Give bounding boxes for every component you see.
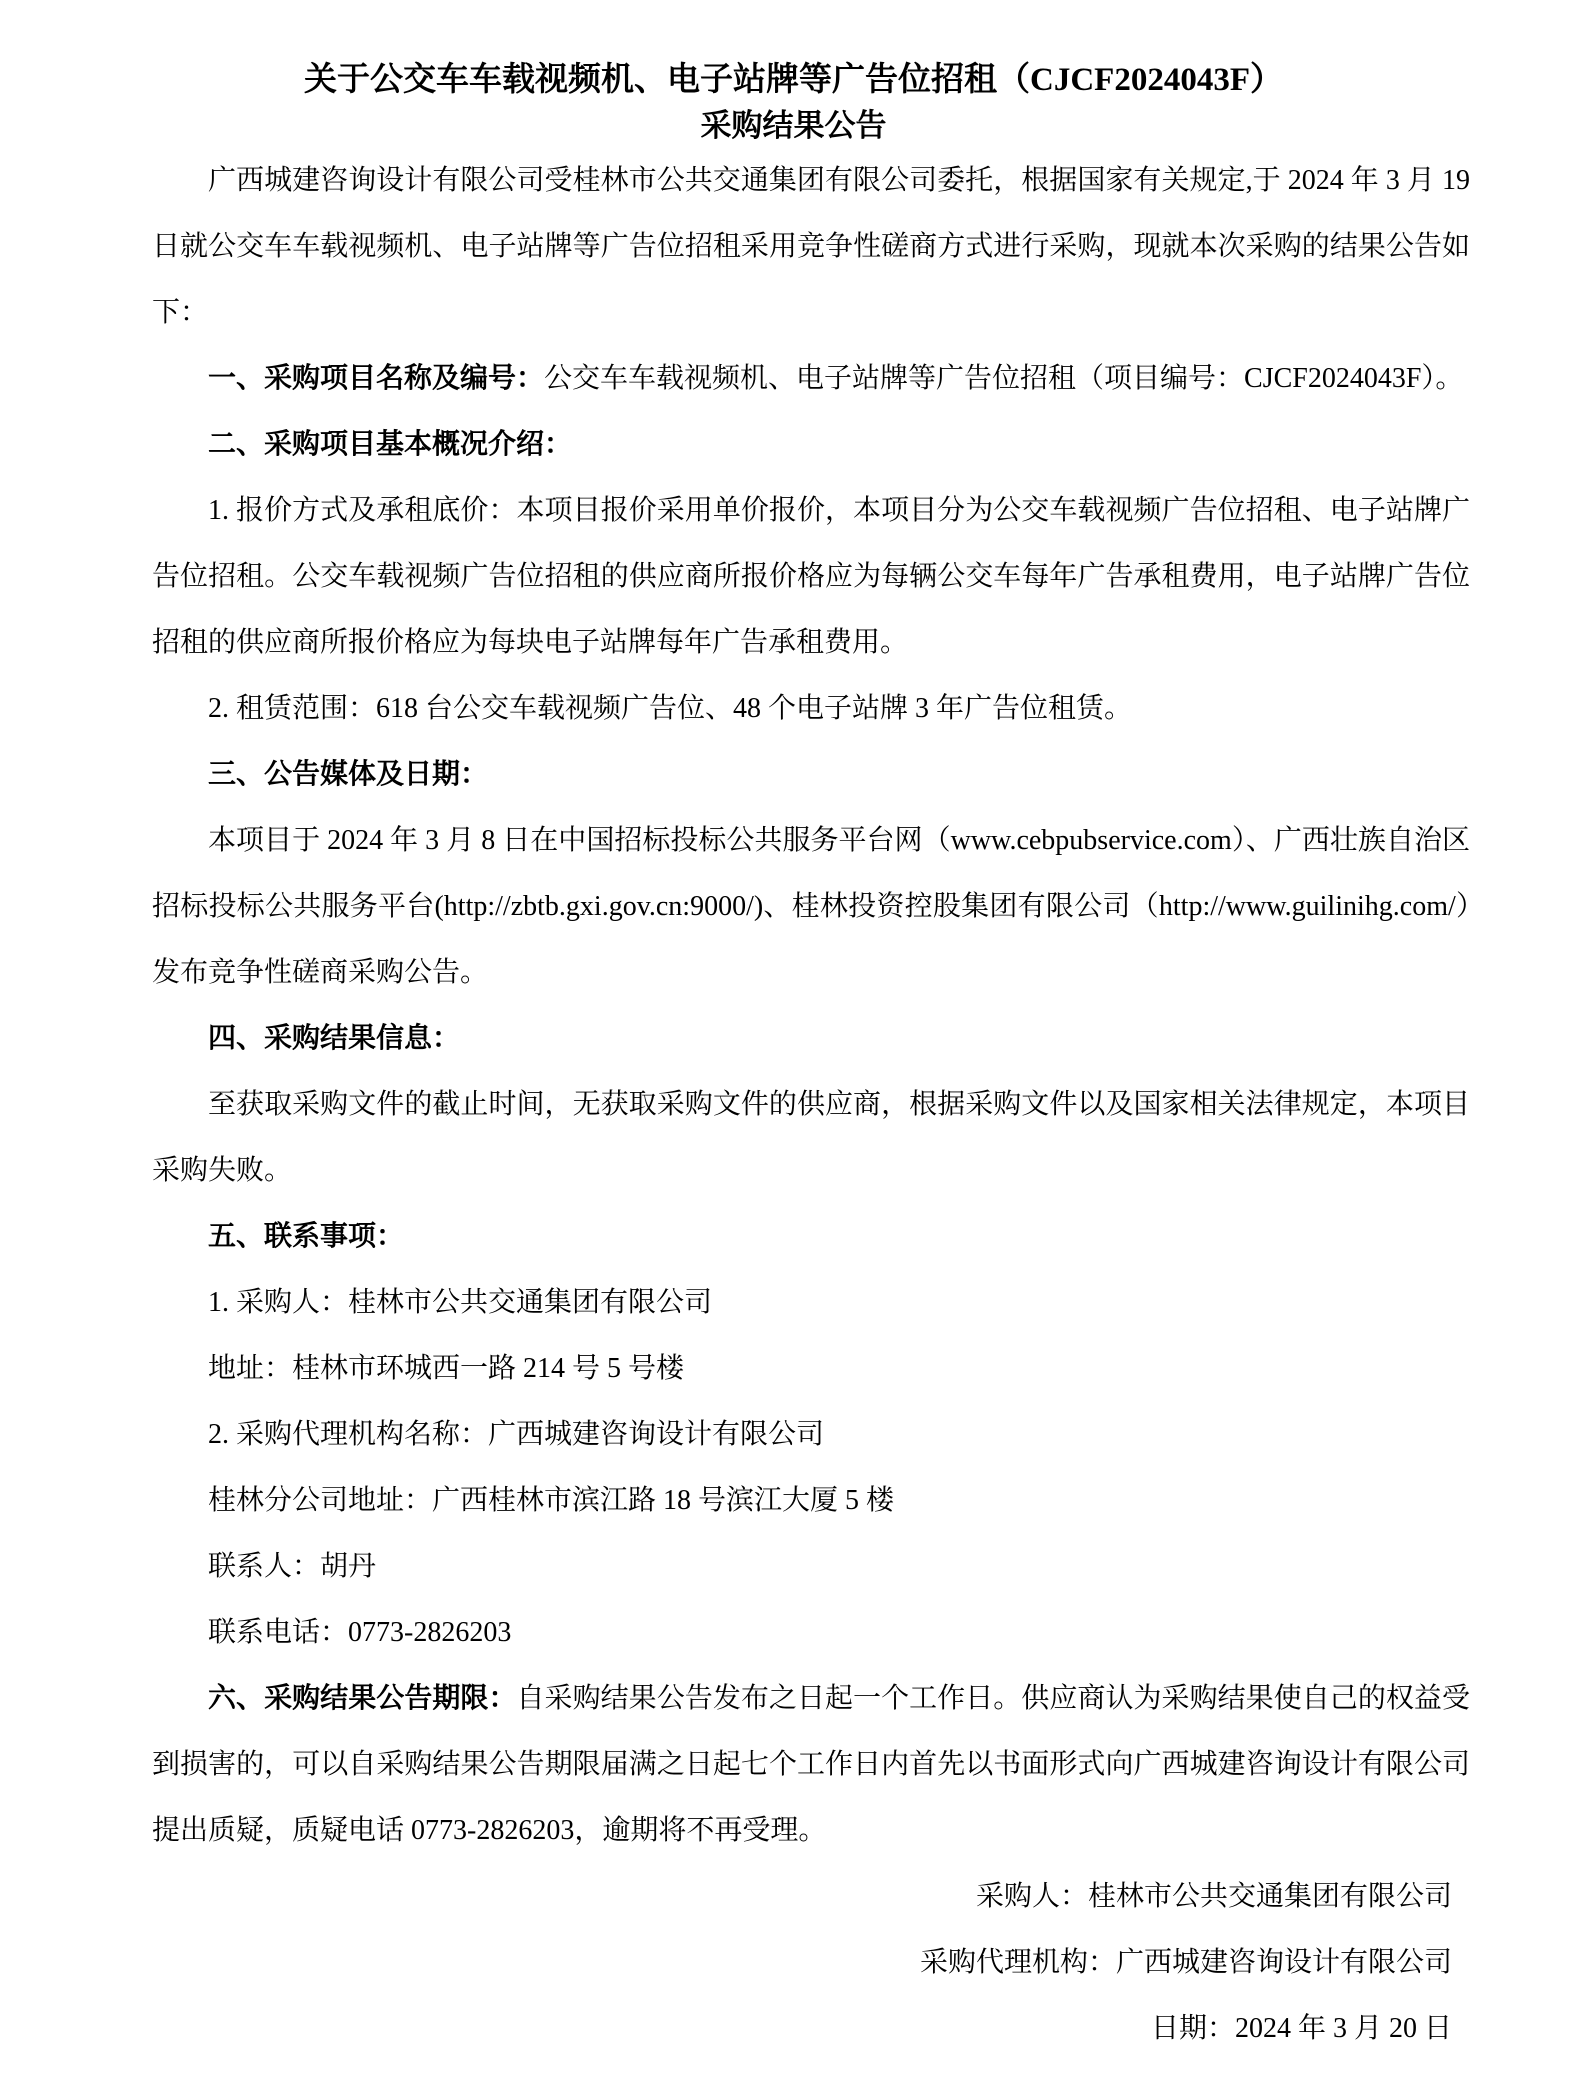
paragraph-text: 公交车车载视频机、电子站牌等广告位招租（项目编号：CJCF2024043F）。 — [544, 363, 1464, 394]
paragraph-bold-text: 四、采购结果信息： — [208, 1023, 461, 1054]
paragraph-text: 2. 采购代理机构名称：广西城建咨询设计有限公司 — [208, 1419, 825, 1450]
paragraph-text: 联系人：胡丹 — [208, 1551, 377, 1582]
paragraph-text: 1. 报价方式及承租底价：本项目报价采用单价报价，本项目分为公交车载视频广告位招租、电子站牌广告位招租。公交车载视频广告位招租的供应商所报价格应为每辆公交车每年广告承租费用，电子站牌广告位招租的供应商所报价格应为每块电子站牌每年广告承租费用。 — [152, 495, 1470, 658]
paragraph — [152, 808, 1470, 1006]
section-heading — [152, 742, 1470, 808]
paragraph-text: 桂林分公司地址：广西桂林市滨江路 18 号滨江大厦 5 楼 — [208, 1485, 895, 1516]
paragraph — [152, 1402, 1470, 1468]
paragraph — [152, 1468, 1470, 1534]
paragraph-text: 联系电话：0773-2826203 — [208, 1617, 512, 1648]
paragraph — [152, 1534, 1470, 1600]
paragraph-bold-text: 五、联系事项： — [208, 1221, 405, 1252]
paragraph-text: 至获取采购文件的截止时间，无获取采购文件的供应商，根据采购文件以及国家相关法律规定，本项目采购失败。 — [152, 1089, 1470, 1186]
signoff-block — [152, 1864, 1470, 2062]
paragraph-text: 广西城建咨询设计有限公司受桂林市公共交通集团有限公司委托，根据国家有关规定,于 2024 年 3 月 19 日就公交车车载视频机、电子站牌等广告位招租采用竞争性磋商方式进行采购，现就本次采购的结果公告如下： — [152, 165, 1470, 328]
paragraph — [152, 1072, 1470, 1204]
paragraph-text: 2. 租赁范围：618 台公交车载视频广告位、48 个电子站牌 3 年广告位租赁。 — [208, 693, 1133, 724]
paragraph — [152, 148, 1470, 346]
paragraph-bold-text: 二、采购项目基本概况介绍： — [208, 429, 573, 460]
signoff-line: 日期：2024 年 3 月 20 日 — [1150, 2013, 1452, 2044]
paragraph — [152, 1666, 1470, 1864]
section-heading — [152, 1204, 1470, 1270]
document-body — [152, 148, 1470, 1864]
paragraph-text: 1. 采购人：桂林市公共交通集团有限公司 — [208, 1287, 713, 1318]
section-heading — [152, 412, 1470, 478]
document-title: 关于公交车车载视频机、电子站牌等广告位招租（CJCF2024043F） — [304, 62, 1283, 98]
signoff-line: 采购代理机构：广西城建咨询设计有限公司 — [919, 1947, 1452, 1978]
document-subtitle: 采购结果公告 — [700, 108, 887, 143]
paragraph — [152, 346, 1470, 412]
paragraph-bold-text: 一、采购项目名称及编号： — [208, 363, 545, 394]
paragraph-text: 地址：桂林市环城西一路 214 号 5 号楼 — [208, 1353, 685, 1384]
paragraph-text: 本项目于 2024 年 3 月 8 日在中国招标投标公共服务平台网（www.cebpubservice.com）、广西壮族自治区招标投标公共服务平台(http://zbtb.gxi.gov.cn:9000/)、桂林投资控股集团有限公司（http://www.guilinihg.com/）发布竞争性磋商采购公告。 — [152, 825, 1470, 988]
paragraph — [152, 1270, 1470, 1336]
paragraph — [152, 676, 1470, 742]
paragraph-text: 自采购结果公告发布之日起一个工作日。供应商认为采购结果使自己的权益受到损害的，可以自采购结果公告期限届满之日起七个工作日内首先以书面形式向广西城建咨询设计有限公司提出质疑，质疑电话 0773-2826203，逾期将不再受理。 — [152, 1683, 1470, 1846]
paragraph — [152, 1600, 1470, 1666]
paragraph — [152, 1336, 1470, 1402]
paragraph-bold-text: 三、公告媒体及日期： — [208, 759, 489, 790]
section-heading — [152, 1006, 1470, 1072]
signoff-line: 采购人：桂林市公共交通集团有限公司 — [975, 1881, 1452, 1912]
paragraph — [152, 478, 1470, 676]
paragraph-bold-text: 六、采购结果公告期限： — [208, 1683, 517, 1714]
